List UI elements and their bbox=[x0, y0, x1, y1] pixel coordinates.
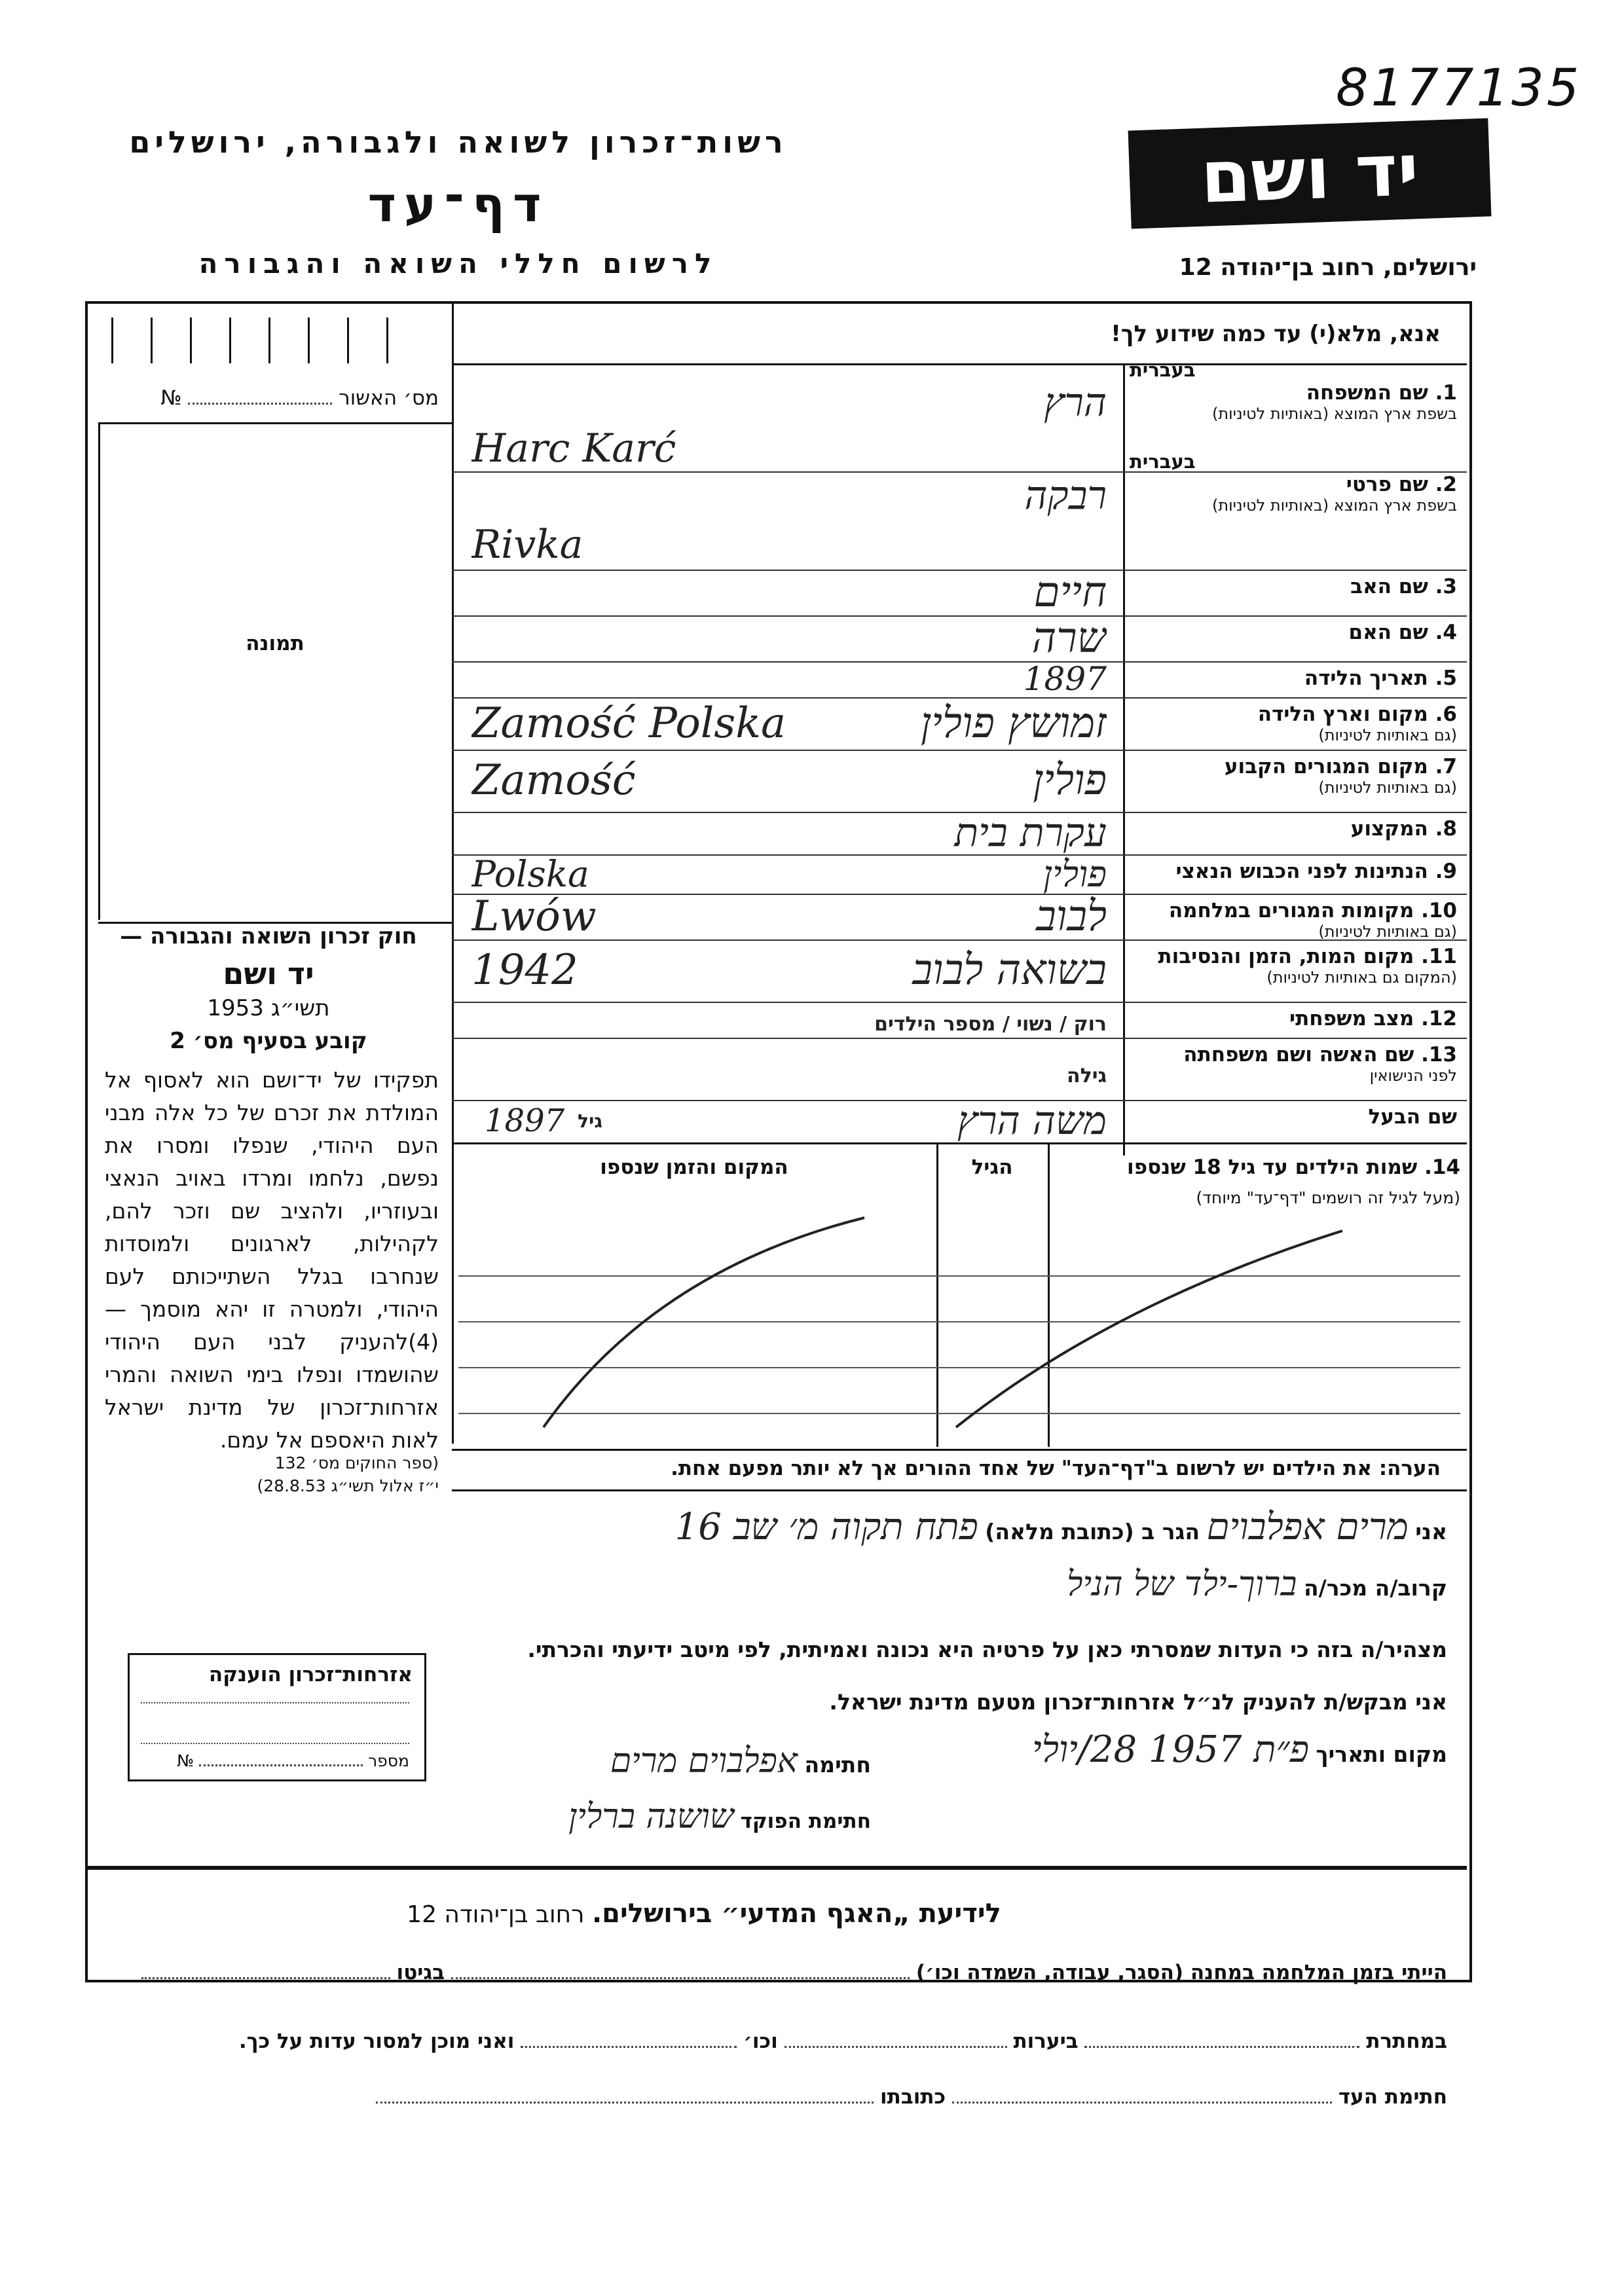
citizenship-no-label: מספר bbox=[368, 1751, 409, 1770]
form-prompt: אנא, מלא(י) עד כמה שידוע לך! bbox=[1111, 321, 1441, 347]
form-row-value-text: רוק / נשוי / מספר הילדים bbox=[874, 1013, 1107, 1036]
form-row-value-text: גילה bbox=[1067, 1065, 1107, 1087]
remark: הערה: את הילדים יש לרשום ב"דף־העד" של אחד ההורים אך לא יותר מפעם אחת. bbox=[671, 1457, 1441, 1480]
children-strike-lines bbox=[458, 1205, 1460, 1440]
officer-label: חתימת הפוקד bbox=[740, 1810, 871, 1833]
strike-place bbox=[544, 1218, 864, 1427]
request: אני מבקש/ת להעניק לנ״ל אזרחות־זכרון מטעם מדינת ישראל. bbox=[829, 1689, 1447, 1715]
declarant-address: פתח תקוה מ׳ שב 16 bbox=[674, 1506, 978, 1548]
place-date-label: מקום ותאריך bbox=[1316, 1741, 1447, 1767]
form-row-note: (גם באותיות לטיניות) bbox=[1318, 726, 1457, 744]
officer-row bbox=[432, 1797, 871, 1836]
form-row-value-text: 1897 bbox=[1023, 661, 1107, 697]
relation: ברוך-ילד של הניל bbox=[1067, 1565, 1297, 1604]
form-row-label-text: שם האם bbox=[1348, 621, 1428, 644]
citizenship-lines bbox=[141, 1702, 409, 1744]
children-age-header: הגיל bbox=[971, 1156, 1013, 1179]
form-row-number: 6. bbox=[1435, 702, 1457, 726]
citizenship-title: אזרחות־זכרון הוענקה bbox=[208, 1663, 413, 1686]
form-row-value bbox=[471, 854, 1107, 894]
form-row-number: 11. bbox=[1421, 945, 1457, 968]
form-row-latin: Zamość bbox=[471, 756, 636, 805]
form-row-latin: Lwów bbox=[471, 894, 597, 939]
bottom-line-3 bbox=[105, 2085, 1447, 2109]
law-name: יד ושם bbox=[223, 956, 314, 991]
form-row-label-text: תאריך הלידה bbox=[1304, 666, 1428, 690]
form-row-value-text: שרה bbox=[1031, 615, 1107, 661]
law-text: תפקידו של יד־ושם הוא לאסוף אל המולדת את זכרם של כל אלה מבני העם היהודי, שנפלו ומסרו את נפשם, נלחמו ומרדו באויב הנאצי ובעוזריו, ולהציב שם וזכר להם, לקהילות, לארגונים ולמוסדות שנחרבו בגלל השתייכותם לעם היהודי, ולמטרה זו יהא מוסמך — (4)להעניק לבני העם היהודי שהושמדו ונפלו בימי השואה והמרי אזרחות־זכרון של מדינת ישראל לאות היאספם אל עמם. bbox=[105, 1067, 439, 1453]
form-row-value bbox=[471, 750, 1107, 812]
law-source: (ספר החוקים מס׳ 132 bbox=[274, 1453, 439, 1472]
form-row-label-text: שם הבעל bbox=[1368, 1105, 1457, 1129]
form-row-label bbox=[1130, 450, 1457, 515]
signature-label: חתימה bbox=[804, 1752, 871, 1777]
form-row-label-text: המקצוע bbox=[1350, 817, 1428, 841]
form-row-label-text: הנתינות לפני הכבוש הנאצי bbox=[1175, 860, 1428, 883]
form-row-number: 4. bbox=[1435, 621, 1457, 644]
camp-label: הייתי בזמן המלחמה במחנה (הסגר, עבודה, השמדה וכו׳) bbox=[915, 1961, 1447, 1984]
form-row-value bbox=[471, 1100, 1107, 1142]
form-row-value bbox=[471, 1038, 1107, 1107]
law-year-he: תשי״ג bbox=[270, 995, 330, 1021]
form-row-label bbox=[1130, 755, 1457, 797]
form-row-label bbox=[1130, 359, 1457, 423]
place-date: פ״ת 1957 28/יולי bbox=[1032, 1728, 1309, 1771]
form-row-value bbox=[471, 939, 1107, 1002]
children-title: 14. שמות הילדים עד גיל 18 שנספו bbox=[1127, 1156, 1460, 1179]
remark-divider bbox=[452, 1489, 1467, 1491]
photo-box bbox=[98, 422, 452, 924]
form-row-value-text: חיים bbox=[1033, 570, 1107, 615]
form-row-number: 7. bbox=[1435, 755, 1457, 778]
declarant-name: מרים אפלבוים bbox=[1206, 1506, 1409, 1548]
form-row-latin: Rivka bbox=[471, 522, 583, 568]
approval-label: מס׳ האשור bbox=[339, 386, 439, 410]
declaration: מצהיר/ה בזה כי העדות שמסרתי כאן על פרטיה היא נכונה ואמיתית, לפי מיטב ידיעתי והכרתי. bbox=[527, 1637, 1447, 1662]
form-row-hebrew: זמושץ פולין bbox=[920, 699, 1107, 748]
form-row-number: 8. bbox=[1435, 817, 1457, 841]
form-row-value bbox=[471, 812, 1107, 854]
form-row-label bbox=[1130, 1007, 1457, 1030]
form-title: דף־עד bbox=[367, 177, 549, 233]
form-row-label bbox=[1130, 1105, 1457, 1129]
form-row-number: 1. bbox=[1435, 381, 1457, 405]
form-row-value bbox=[471, 697, 1107, 750]
declarant-intro: אני bbox=[1415, 1519, 1447, 1544]
witness-signature-label: חתימת העד bbox=[1338, 2085, 1447, 2109]
form-row-label-text: שם האב bbox=[1350, 575, 1428, 598]
form-row-number: 5. bbox=[1435, 666, 1457, 690]
form-row-number: 12. bbox=[1421, 1007, 1457, 1030]
ghetto-label: בגיטו bbox=[396, 1961, 445, 1984]
form-row-value bbox=[471, 1002, 1107, 1042]
form-row-label bbox=[1130, 575, 1457, 598]
header-address: ירושלים, רחוב בן־יהודה 12 bbox=[1179, 254, 1477, 281]
form-row-note: בשפת ארץ המוצא (באותיות לטיניות) bbox=[1212, 405, 1457, 423]
approval-row bbox=[105, 386, 439, 410]
bottom-line-2 bbox=[105, 2030, 1447, 2053]
husband-age: 1897 bbox=[485, 1102, 565, 1139]
citizenship-no: № bbox=[177, 1751, 194, 1770]
form-row-label bbox=[1130, 666, 1457, 690]
form-row-tag: בעברית bbox=[1130, 359, 1196, 381]
form-row-label bbox=[1130, 860, 1457, 883]
form-row-label-text: מצב משפחתי bbox=[1289, 1007, 1414, 1030]
bottom-title: לידיעת „האגף המדעי״ בירושלים. bbox=[591, 1899, 1001, 1929]
children-place-header: המקום והזמן שנספו bbox=[600, 1156, 788, 1179]
form-row-hebrew: לבוב bbox=[1036, 894, 1107, 939]
etc-label: וכו׳ bbox=[743, 2030, 778, 2053]
form-row-number: 13. bbox=[1421, 1043, 1457, 1066]
form-row-value-text: עקרת בית bbox=[954, 812, 1107, 854]
form-row-label bbox=[1130, 621, 1457, 644]
yad-vashem-logo: יד ושם bbox=[1128, 118, 1492, 228]
form-row-label-text: מקום וארץ הלידה bbox=[1257, 702, 1428, 726]
form-row-value bbox=[471, 380, 1107, 471]
place-date-row bbox=[877, 1728, 1447, 1771]
form-row-label-text: שם האשה ושם משפחתה bbox=[1183, 1043, 1414, 1066]
approval-no: № bbox=[160, 386, 182, 410]
label-column-divider bbox=[1123, 363, 1125, 1156]
form-row-value bbox=[471, 894, 1107, 939]
form-row-label-text: שם פרטי bbox=[1346, 473, 1428, 496]
form-row-hebrew: פולין bbox=[1033, 756, 1107, 805]
form-row-value bbox=[471, 570, 1107, 615]
form-row-number: 9. bbox=[1435, 860, 1457, 883]
form-row-note: (המקום גם באותיות לטיניות) bbox=[1266, 968, 1457, 987]
underground-label: במחתרת bbox=[1366, 2030, 1447, 2053]
form-row-label bbox=[1130, 1043, 1457, 1085]
photo-label: תמונה bbox=[246, 632, 304, 655]
form-row-number: 3. bbox=[1435, 575, 1457, 598]
form-row-value-text: משה הרץ bbox=[957, 1100, 1107, 1142]
law-clause: קובע בסעיף מס׳ 2 bbox=[170, 1028, 367, 1054]
form-row-note: (גם באותיות לטיניות) bbox=[1318, 778, 1457, 797]
form-row-latin: Zamość Polska bbox=[471, 699, 786, 748]
form-row-value bbox=[471, 615, 1107, 661]
form-row-number: 10. bbox=[1421, 899, 1457, 922]
form-row-note: לפני הנישואין bbox=[1369, 1066, 1457, 1085]
form-row-hebrew: הרץ bbox=[1044, 380, 1107, 426]
form-row-label bbox=[1130, 945, 1457, 987]
relation-row bbox=[655, 1565, 1447, 1604]
serial-number: 8177135 bbox=[1336, 59, 1582, 118]
signature-row bbox=[458, 1741, 871, 1781]
form-row-value bbox=[471, 661, 1107, 697]
form-row-label-text: מקום המגורים הקבוע bbox=[1224, 755, 1428, 778]
form-row-label-text: מקום המות, הזמן והנסיבות bbox=[1158, 945, 1414, 968]
bottom-address: רחוב בן־יהודה 12 bbox=[407, 1901, 585, 1928]
law-date: י״ז אלול תשי״ג 28.8.53) bbox=[257, 1476, 439, 1495]
witness-address-label: כתובתו bbox=[880, 2085, 946, 2109]
declarant-row bbox=[458, 1506, 1447, 1548]
testimony-label: ואני מוכן למסור עדות על כך. bbox=[238, 2030, 515, 2053]
form-row-note: בשפת ארץ המוצא (באותיות לטיניות) bbox=[1212, 496, 1457, 515]
bottom-divider bbox=[85, 1866, 1467, 1870]
form-row-tag: בעברית bbox=[1130, 450, 1196, 473]
form-row-hebrew: בשואה לבוב bbox=[912, 946, 1107, 994]
form-row-label bbox=[1130, 899, 1457, 941]
form-row-latin: Harc Karć bbox=[471, 426, 676, 471]
strike-name bbox=[956, 1231, 1342, 1427]
form-row-hebrew: רבקה bbox=[1024, 473, 1107, 519]
citizenship-no-row bbox=[141, 1751, 409, 1770]
form-row-latin: 1942 bbox=[471, 946, 578, 994]
form-row-label bbox=[1130, 817, 1457, 841]
bottom-title-row bbox=[196, 1899, 1211, 1929]
form-row-hebrew: פולין bbox=[1043, 854, 1107, 894]
signature: אפלבוים מרים bbox=[610, 1741, 798, 1781]
relation-label: קרוב/ה מכר/ה bbox=[1304, 1575, 1447, 1601]
law-title: חוק זכרון השואה והגבורה — bbox=[120, 923, 417, 949]
form-row-number: 2. bbox=[1435, 473, 1457, 496]
husband-age-label: גיל bbox=[578, 1110, 602, 1132]
form-row-note: (גם באותיות לטיניות) bbox=[1318, 922, 1457, 941]
form-row-label bbox=[1130, 702, 1457, 744]
law-year bbox=[98, 995, 439, 1021]
form-row-value bbox=[471, 471, 1107, 570]
children-note: (מעל לגיל זה רושמים "דף־עד" מיוחד) bbox=[1196, 1188, 1460, 1207]
law-year-num: 1953 bbox=[207, 995, 264, 1021]
form-row-label-text: מקומות המגורים במלחמה bbox=[1168, 899, 1414, 922]
approval-ticks bbox=[111, 318, 426, 363]
authority-name: רשות־זכרון לשואה ולגבורה, ירושלים bbox=[129, 124, 788, 160]
forests-label: ביערות bbox=[1013, 2030, 1079, 2053]
declarant-address-label: הגר ב (כתובת מלאה) bbox=[985, 1519, 1200, 1544]
officer-signature: שושנה ברלין bbox=[568, 1797, 734, 1836]
bottom-line-1 bbox=[105, 1961, 1447, 1984]
form-subtitle: לרשום חללי השואה והגבורה bbox=[198, 247, 718, 280]
form-row-label-text: שם המשפחה bbox=[1306, 381, 1428, 405]
form-row-latin: Polska bbox=[471, 854, 589, 894]
